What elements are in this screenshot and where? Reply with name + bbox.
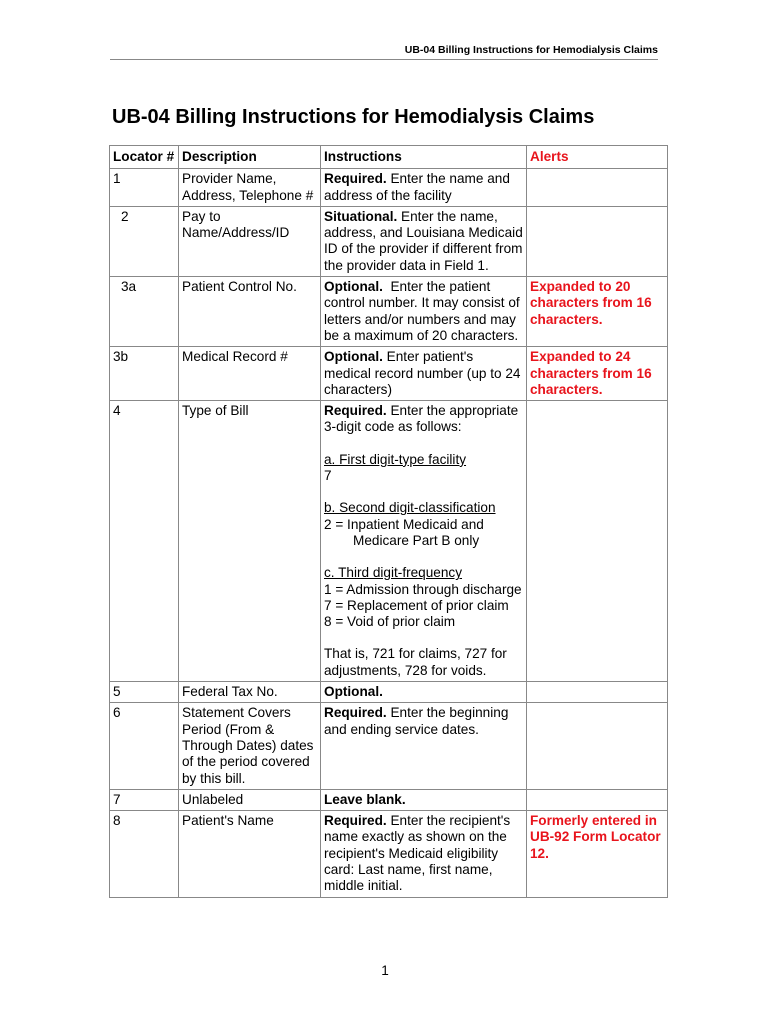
table-row bbox=[110, 277, 668, 347]
alert-cell bbox=[527, 682, 668, 703]
requirement-label: Optional. bbox=[324, 279, 383, 295]
alert-cell bbox=[527, 789, 668, 810]
instructions-cell bbox=[321, 789, 527, 810]
third-digit-line: 1 = Admission through discharge bbox=[324, 581, 522, 597]
alert-cell bbox=[527, 703, 668, 789]
requirement-label: Situational. bbox=[324, 208, 398, 224]
header-alerts: Alerts bbox=[527, 146, 668, 169]
instruction-text: Enter patient's medical record number (up to 24 characters) bbox=[324, 349, 521, 397]
instructions-cell bbox=[321, 347, 527, 401]
locator-cell: 5 bbox=[110, 682, 179, 703]
locator-cell: 8 bbox=[110, 811, 179, 897]
locator-value: 2 bbox=[121, 208, 129, 224]
table-row bbox=[110, 682, 668, 703]
instructions-cell bbox=[321, 206, 527, 276]
table-row bbox=[110, 811, 668, 897]
third-digit-line: 7 = Replacement of prior claim bbox=[324, 597, 509, 613]
alert-cell bbox=[527, 169, 668, 207]
instruction-text: Enter the name, address, and Louisiana Medicaid ID of the provider if different from the provider data in Field 1. bbox=[324, 208, 523, 273]
instructions-cell bbox=[321, 277, 527, 347]
instructions-cell bbox=[321, 401, 527, 682]
table-row bbox=[110, 347, 668, 401]
alert-cell bbox=[527, 277, 668, 347]
requirement-label: Required. bbox=[324, 171, 387, 187]
locator-cell: 1 bbox=[110, 169, 179, 207]
page-title: UB-04 Billing Instructions for Hemodialysis Claims bbox=[112, 106, 595, 128]
locator-cell: 3b bbox=[110, 347, 179, 401]
locator-cell: 6 bbox=[110, 703, 179, 789]
description-cell: Unlabeled bbox=[179, 789, 321, 810]
second-digit-line: 2 = Inpatient Medicaid and bbox=[324, 516, 484, 532]
header-rule bbox=[110, 59, 658, 60]
instructions-cell bbox=[321, 169, 527, 207]
second-digit-line: Medicare Part B only bbox=[353, 532, 480, 548]
page-number: 1 bbox=[381, 963, 389, 978]
requirement-label: Required. bbox=[324, 403, 387, 419]
table-header-row bbox=[110, 146, 668, 169]
locator-cell bbox=[110, 206, 179, 276]
description-cell: Type of Bill bbox=[179, 401, 321, 682]
header-locator: Locator # bbox=[110, 146, 179, 169]
locator-value: 3a bbox=[121, 279, 137, 295]
requirement-label: Required. bbox=[324, 705, 387, 721]
alert-cell bbox=[527, 811, 668, 897]
requirement-label: Optional. bbox=[324, 349, 383, 365]
instruction-text: Enter the name and address of the facility bbox=[324, 171, 510, 203]
third-digit-heading: c. Third digit-frequency bbox=[324, 565, 463, 581]
table-row bbox=[110, 789, 668, 810]
instruction-text: Enter the recipient's name exactly as shown on the recipient's Medicaid eligibility card: Last name, first name, middle initial. bbox=[324, 813, 511, 894]
instruction-text: Enter the beginning and ending service dates. bbox=[324, 705, 509, 737]
instructions-cell bbox=[321, 703, 527, 789]
header-description: Description bbox=[179, 146, 321, 169]
locator-cell: 4 bbox=[110, 401, 179, 682]
table-row bbox=[110, 169, 668, 207]
first-digit-value: 7 bbox=[324, 468, 332, 484]
type-of-bill-summary: That is, 721 for claims, 727 for adjustments, 728 for voids. bbox=[324, 646, 507, 678]
instructions-cell bbox=[321, 682, 527, 703]
description-cell: Federal Tax No. bbox=[179, 682, 321, 703]
alert-cell bbox=[527, 347, 668, 401]
requirement-label: Required. bbox=[324, 813, 387, 829]
table-row bbox=[110, 206, 668, 276]
requirement-label: Optional. bbox=[324, 684, 383, 700]
description-cell: Statement Covers Period (From & Through Dates) dates of the period covered by this bill. bbox=[179, 703, 321, 789]
billing-instructions-table bbox=[109, 145, 668, 898]
third-digit-line: 8 = Void of prior claim bbox=[324, 614, 456, 630]
first-digit-heading: a. First digit-type facility bbox=[324, 451, 467, 467]
instructions-cell bbox=[321, 811, 527, 897]
locator-cell: 7 bbox=[110, 789, 179, 810]
alert-text: Expanded to 20 characters from 16 characters. bbox=[530, 279, 652, 327]
description-cell: Patient's Name bbox=[179, 811, 321, 897]
alert-text: Formerly entered in UB-92 Form Locator 12. bbox=[530, 813, 661, 861]
instruction-text: Enter the appropriate 3-digit code as follows: bbox=[324, 403, 519, 435]
locator-cell bbox=[110, 277, 179, 347]
requirement-label: Leave blank. bbox=[324, 791, 406, 807]
description-cell: Provider Name, Address, Telephone # bbox=[179, 169, 321, 207]
running-header: UB-04 Billing Instructions for Hemodialysis Claims bbox=[404, 44, 658, 56]
alert-text: Expanded to 24 characters from 16 characters. bbox=[530, 349, 652, 397]
header-instructions: Instructions bbox=[321, 146, 527, 169]
alert-cell bbox=[527, 401, 668, 682]
description-cell: Pay to Name/Address/ID bbox=[179, 206, 321, 276]
second-digit-heading: b. Second digit-classification bbox=[324, 500, 496, 516]
description-cell: Patient Control No. bbox=[179, 277, 321, 347]
instruction-text: Enter the patient control number. It may consist of letters and/or numbers and may be a maximum of 20 characters. bbox=[324, 279, 524, 343]
description-cell: Medical Record # bbox=[179, 347, 321, 401]
alert-cell bbox=[527, 206, 668, 276]
table-row bbox=[110, 703, 668, 789]
table-row bbox=[110, 401, 668, 682]
